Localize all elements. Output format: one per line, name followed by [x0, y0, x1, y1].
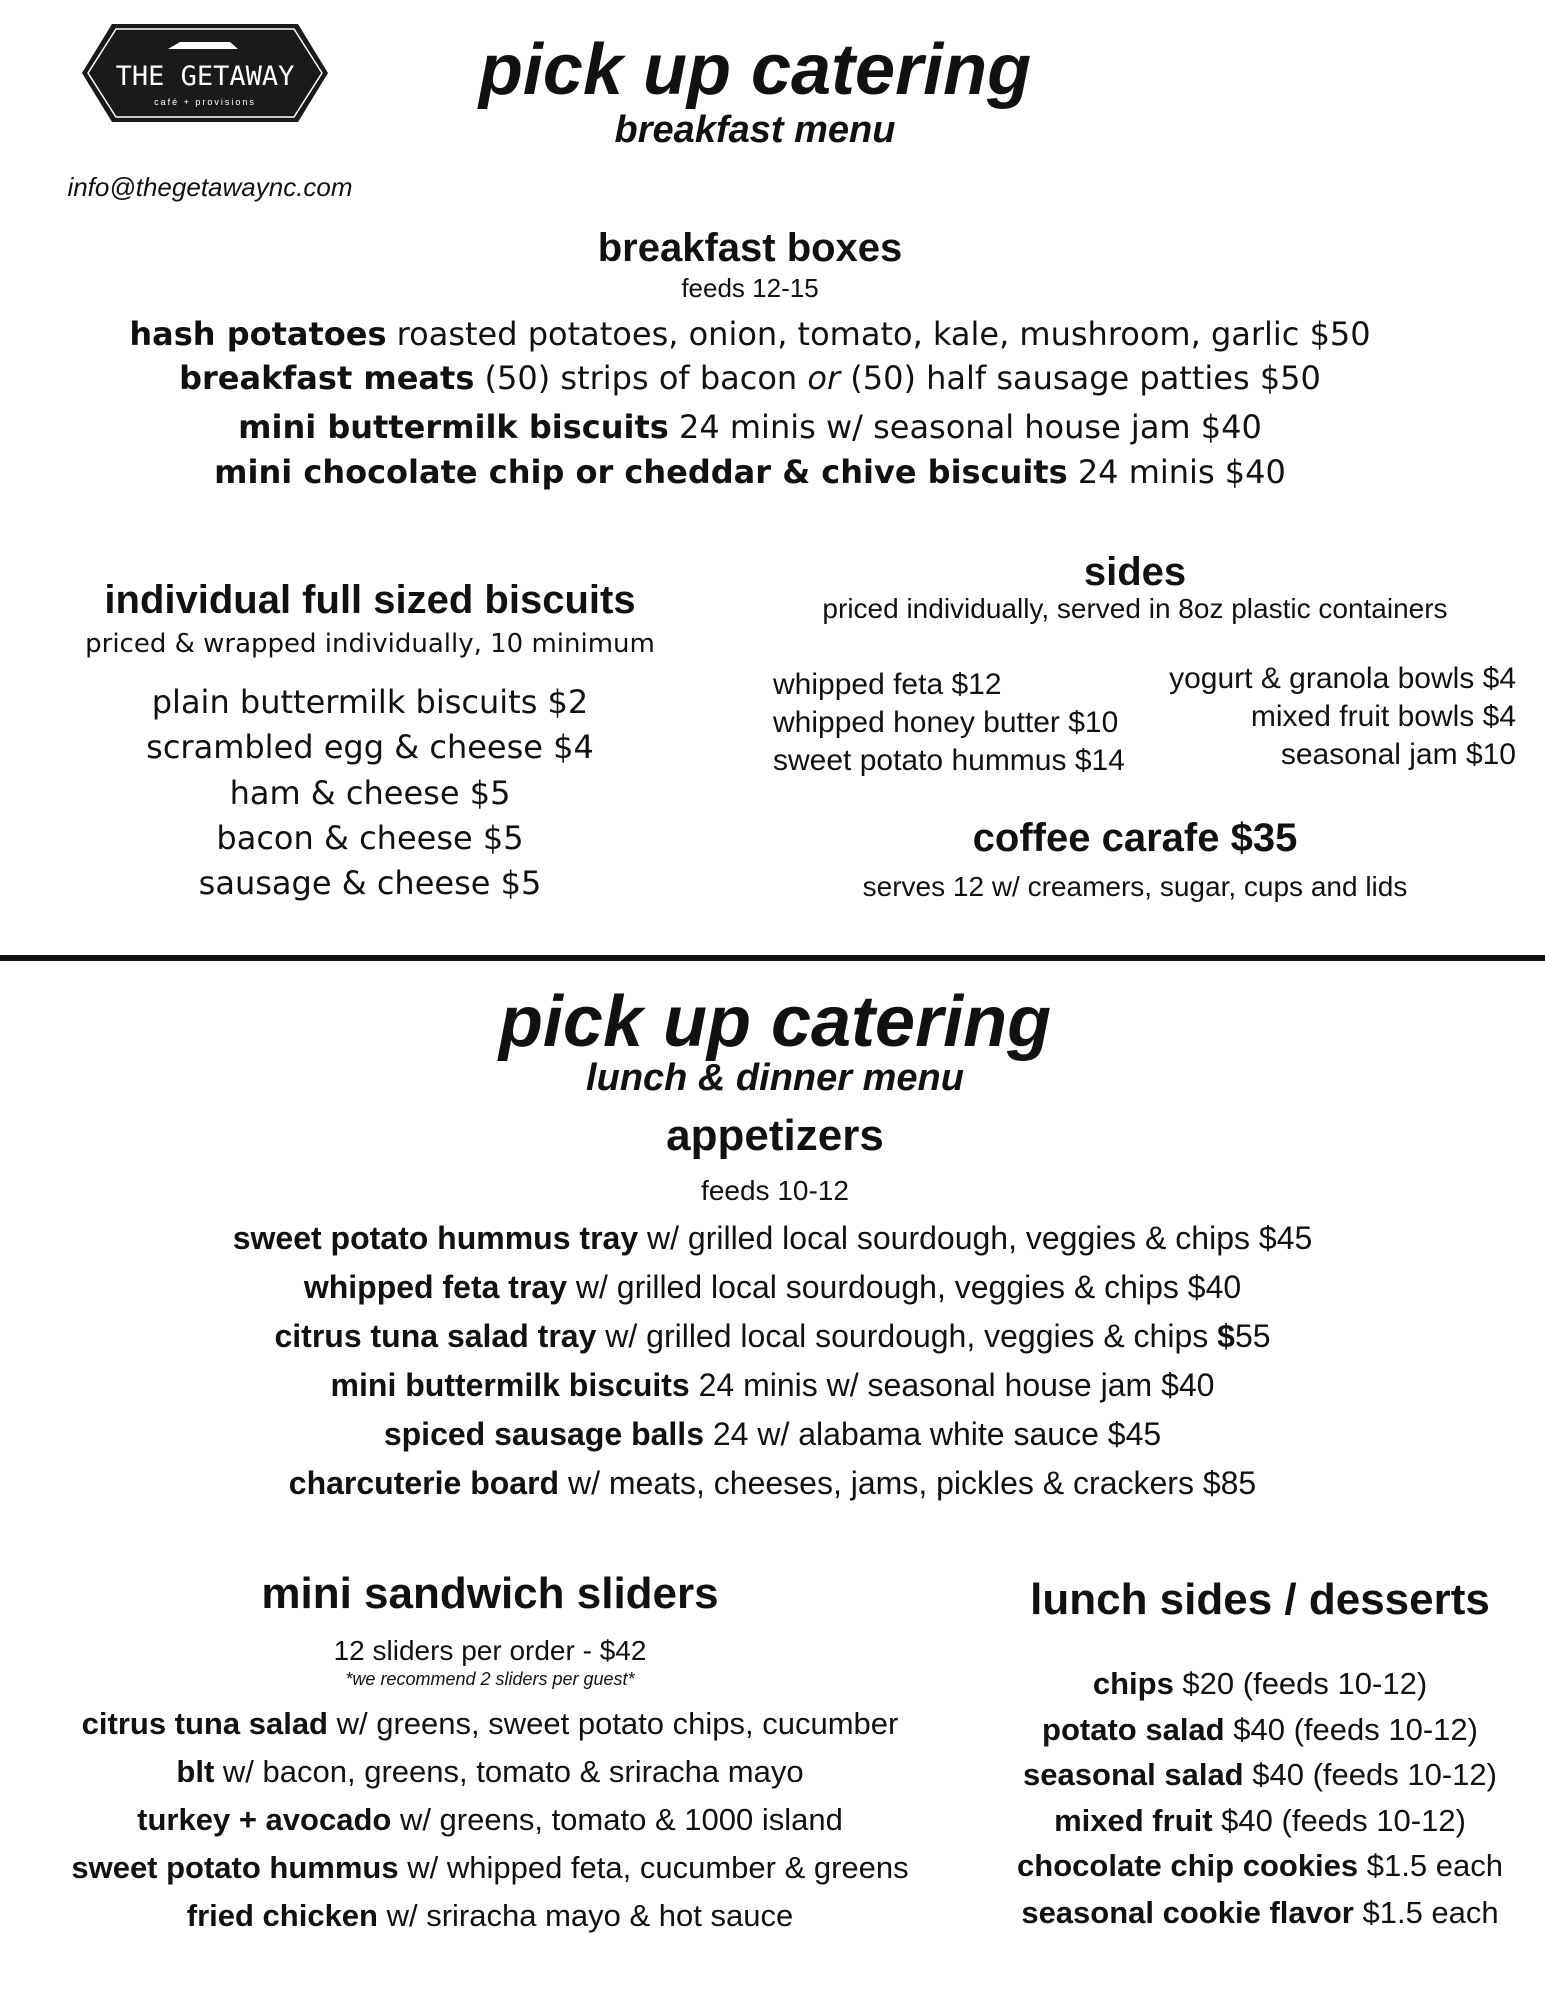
lunch-subtitle: lunch & dinner menu — [586, 1057, 964, 1099]
item-desc: w/ grilled local sourdough, veggies & chips $40 — [566, 1269, 1242, 1305]
lunch-sides-desserts-heading: lunch sides / desserts — [1030, 1575, 1490, 1624]
coffee-carafe-heading: coffee carafe $35 — [972, 816, 1298, 860]
breakfast-box-item — [40, 407, 1460, 447]
appetizers-feeds: feeds 10-12 — [701, 1175, 849, 1206]
lunch-side-item — [985, 1846, 1535, 1886]
biscuit-item: sausage & cheese $5 — [198, 864, 542, 902]
logo-tagline: café + provisions — [154, 97, 256, 107]
appetizers-heading: appetizers — [666, 1111, 884, 1160]
item-name: seasonal cookie flavor — [1021, 1895, 1354, 1930]
item-desc: $40 (feeds 10-12) — [1243, 1757, 1497, 1792]
logo-name: THE GETAWAY — [115, 61, 295, 92]
sides-subheading: priced individually, served in 8oz plastic containers — [822, 593, 1448, 624]
lunch-side-item — [985, 1893, 1535, 1933]
sides-heading: sides — [1083, 550, 1187, 594]
item-name: mini chocolate chip or cheddar & chive biscuits — [214, 453, 1068, 491]
item-name: hash potatoes — [129, 315, 387, 353]
lunch-side-item — [985, 1710, 1535, 1750]
side-item: yogurt & granola bowls $4 — [1169, 662, 1516, 695]
item-price: 55 — [1234, 1318, 1271, 1354]
item-desc: w/ grilled local sourdough, veggies & chips $45 — [638, 1220, 1313, 1256]
slider-item — [20, 1896, 960, 1936]
side-item: whipped honey butter $10 — [773, 706, 1119, 739]
appetizer-item — [40, 1365, 1505, 1405]
item-desc: $1.5 each — [1353, 1895, 1499, 1930]
item-desc: 24 minis $40 — [1067, 453, 1286, 491]
item-name: sweet potato hummus — [71, 1850, 399, 1885]
contact-email[interactable]: info@thegetawaync.com — [67, 172, 353, 202]
item-name: turkey + avocado — [137, 1802, 392, 1837]
item-name: chips — [1092, 1666, 1174, 1701]
biscuit-item: scrambled egg & cheese $4 — [146, 728, 594, 766]
item-desc: w/ bacon, greens, tomato & sriracha mayo — [214, 1754, 804, 1789]
breakfast-box-item — [40, 452, 1460, 492]
lunch-side-item — [985, 1755, 1535, 1795]
side-item: sweet potato hummus $14 — [773, 744, 1125, 777]
slider-item — [20, 1752, 960, 1792]
appetizer-item — [40, 1267, 1505, 1307]
item-name: potato salad — [1042, 1712, 1225, 1747]
item-name: breakfast meats — [179, 359, 475, 397]
item-name: mixed fruit — [1054, 1803, 1213, 1838]
biscuits-subheading: priced & wrapped individually, 10 minimum — [85, 629, 655, 659]
breakfast-boxes-feeds: feeds 12-15 — [681, 273, 819, 303]
item-desc: w/ whipped feta, cucumber & greens — [398, 1850, 909, 1885]
sliders-price: 12 sliders per order - $42 — [333, 1635, 647, 1666]
item-name: sweet potato hummus tray — [232, 1220, 639, 1256]
item-name: mini buttermilk biscuits — [238, 408, 669, 446]
side-item: seasonal jam $10 — [1280, 738, 1516, 771]
lunch-side-item — [985, 1664, 1535, 1704]
breakfast-page-title: pick up catering — [478, 30, 1032, 110]
biscuits-heading: individual full sized biscuits — [104, 578, 636, 622]
item-price-symbol: $ — [1217, 1318, 1235, 1354]
breakfast-box-item — [40, 358, 1460, 398]
item-desc: 24 minis w/ seasonal house jam $40 — [689, 1367, 1215, 1403]
item-name: citrus tuna salad — [81, 1706, 328, 1741]
item-desc: $40 (feeds 10-12) — [1224, 1712, 1478, 1747]
item-name: mini buttermilk biscuits — [330, 1367, 690, 1403]
biscuit-item: plain buttermilk biscuits $2 — [151, 683, 589, 721]
item-desc: w/ sriracha mayo & hot sauce — [378, 1898, 794, 1933]
lunch-page-title: pick up catering — [498, 982, 1052, 1062]
sliders-heading: mini sandwich sliders — [261, 1569, 719, 1618]
biscuit-item: ham & cheese $5 — [229, 774, 511, 812]
side-item: whipped feta $12 — [773, 668, 1002, 701]
lunch-side-item — [985, 1801, 1535, 1841]
slider-item — [20, 1848, 960, 1888]
item-desc: $40 (feeds 10-12) — [1212, 1803, 1466, 1838]
slider-item — [20, 1704, 960, 1744]
item-desc: 24 w/ alabama white sauce $45 — [703, 1416, 1162, 1452]
item-name: blt — [176, 1754, 215, 1789]
biscuit-item: bacon & cheese $5 — [216, 819, 524, 857]
side-item: mixed fruit bowls $4 — [1250, 700, 1516, 733]
item-desc: 24 minis w/ seasonal house jam $40 — [668, 408, 1262, 446]
appetizer-item — [40, 1218, 1505, 1258]
item-desc: w/ meats, cheeses, jams, pickles & crackers $85 — [559, 1465, 1257, 1501]
item-desc: (50) strips of bacon — [474, 359, 808, 397]
breakfast-box-item — [40, 314, 1460, 354]
appetizer-item — [40, 1316, 1505, 1356]
item-name: spiced sausage balls — [383, 1416, 704, 1452]
item-desc: w/ greens, tomato & 1000 island — [391, 1802, 843, 1837]
getaway-logo — [80, 22, 330, 124]
item-desc: w/ grilled local sourdough, veggies & chips — [596, 1318, 1218, 1354]
item-desc: $20 (feeds 10-12) — [1173, 1666, 1428, 1701]
item-desc: roasted potatoes, onion, tomato, kale, mushroom, garlic $50 — [386, 315, 1371, 353]
item-desc: w/ greens, sweet potato chips, cucumber — [328, 1706, 899, 1741]
appetizer-item — [40, 1414, 1505, 1454]
item-desc-or: or — [807, 359, 841, 397]
item-name: fried chicken — [186, 1898, 378, 1933]
appetizer-item — [40, 1463, 1505, 1503]
item-desc: $1.5 each — [1358, 1848, 1503, 1883]
coffee-carafe-description: serves 12 w/ creamers, sugar, cups and lids — [862, 871, 1408, 902]
sliders-note: *we recommend 2 sliders per guest* — [345, 1669, 635, 1689]
breakfast-subtitle: breakfast menu — [614, 109, 896, 151]
item-name: seasonal salad — [1023, 1757, 1244, 1792]
slider-item — [20, 1800, 960, 1840]
breakfast-boxes-heading: breakfast boxes — [597, 226, 903, 270]
item-desc: (50) half sausage patties $50 — [840, 359, 1321, 397]
section-divider — [0, 955, 1545, 961]
item-name: chocolate chip cookies — [1017, 1848, 1359, 1883]
item-name: charcuterie board — [288, 1465, 560, 1501]
item-name: citrus tuna salad tray — [274, 1318, 597, 1354]
item-name: whipped feta tray — [303, 1269, 567, 1305]
